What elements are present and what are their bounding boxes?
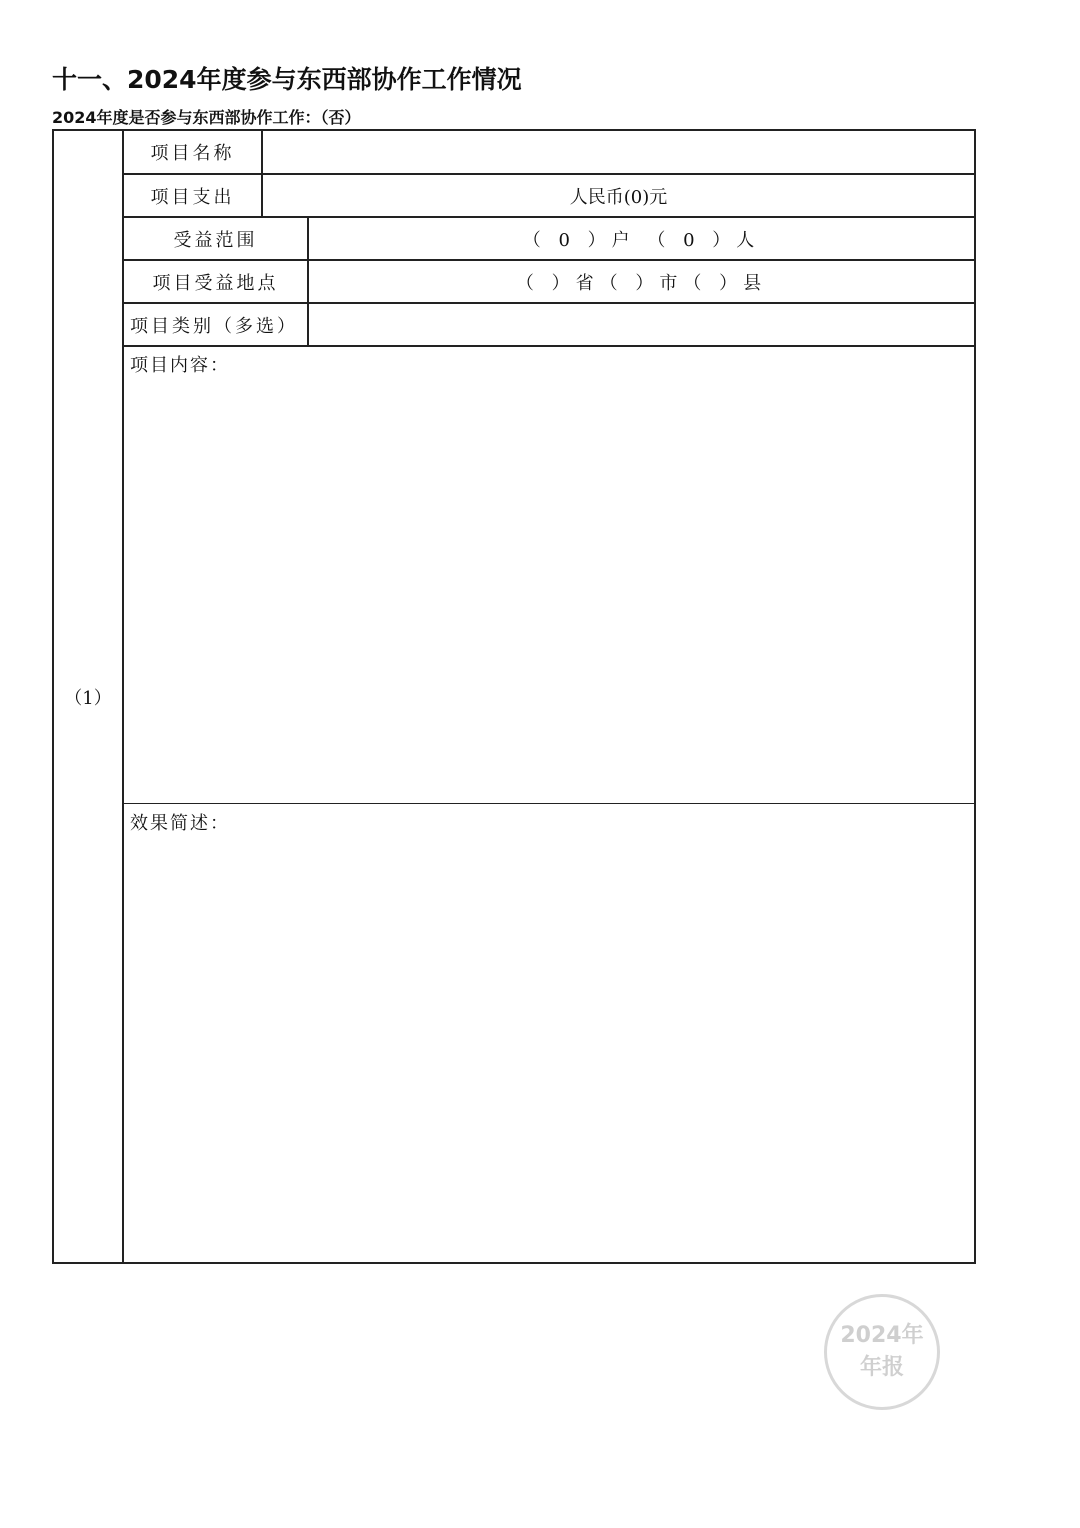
benefit-scope-label: 受益范围 <box>173 229 258 251</box>
row-divider <box>124 803 974 804</box>
entry-index: （1） <box>64 687 112 709</box>
stamp-line-year: 2024年 <box>840 1323 924 1348</box>
benefit-location-label: 项目受益地点 <box>152 272 279 294</box>
project-content-area[interactable] <box>124 377 974 801</box>
collaboration-form-table <box>52 129 976 1264</box>
project-content-label: 项目内容： <box>130 355 230 376</box>
benefit-location-field[interactable]: （ ）省（ ）市（ ）县 <box>515 272 768 294</box>
expenditure-label: 项目支出 <box>150 186 235 208</box>
project-name-field[interactable] <box>263 131 974 173</box>
page-title: 十一、2024年度参与东西部协作工作情况 <box>52 65 522 94</box>
row-divider <box>124 345 974 347</box>
project-category-field[interactable] <box>309 304 974 345</box>
project-name-label: 项目名称 <box>150 143 235 164</box>
annual-report-stamp <box>824 1294 940 1410</box>
participation-statement: 2024年度是否参与东西部协作工作：（否） <box>52 108 361 127</box>
stamp-line-report: 年报 <box>859 1355 904 1380</box>
effect-summary-area[interactable] <box>124 835 974 1260</box>
expenditure-field[interactable]: 人民币(0)元 <box>569 186 668 208</box>
benefit-scope-field[interactable]: （ 0 ）户 （ 0 ）人 <box>522 229 761 251</box>
project-category-label: 项目类别（多选） <box>130 315 298 337</box>
effect-summary-label: 效果简述： <box>130 813 230 834</box>
